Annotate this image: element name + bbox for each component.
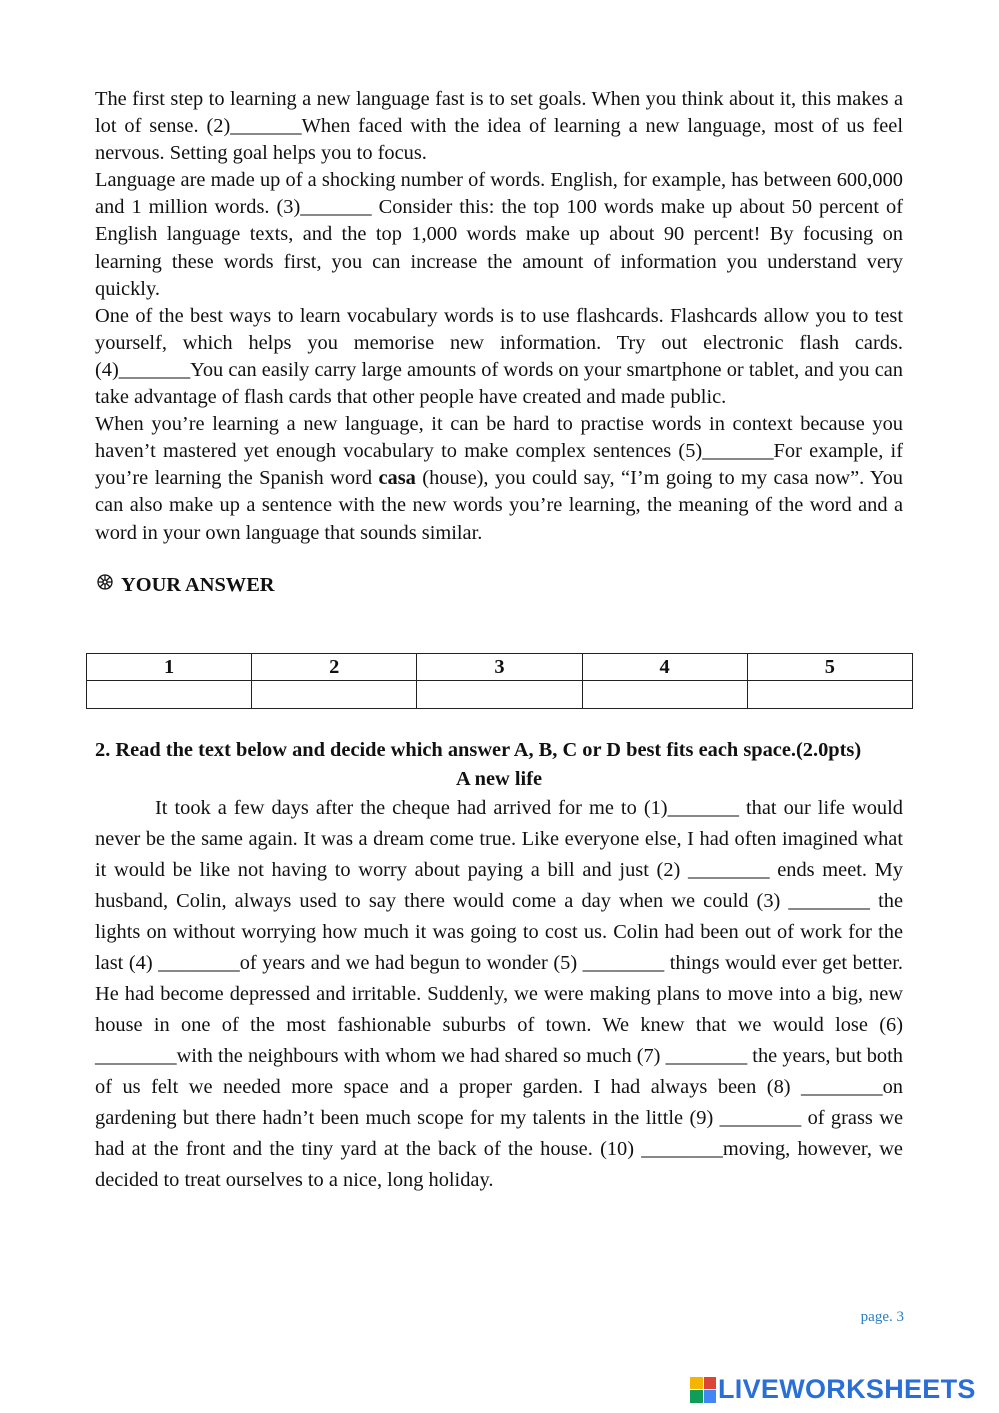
story-text: It took a few days after the cheque had arrived for me to (1)_______ that our life would never be the same again. It was a dream come true. Like everyone else, I had often imagined what it would be like not having to worry about paying a bill and just (2) ________ ends meet. My husband, Colin, always used to say there would come a day when we could (3) ________ the lights on without worrying how much it was going to cost us. Colin had been out of work for the last (4) ________of years and we had begun to wonder (5) ________ things would ever get better. He had become depressed and irritable. Suddenly, we were making plans to move into a big, new house in one of the most fashionable suburbs of town. We knew that we would lose (6) ________with the neighbours with whom we had shared so much (7) ________ the years, but both of us felt we needed more space and a proper garden. I had always been (8) ________on gardening but there hadn’t been much scope for my talents in the little (9) ________ of grass we had at the front and the tiny yard at the back of the house. (10) ________moving, however, we decided to treat ourselves to a nice, long holiday. (95, 797, 903, 1191)
paragraph-3: One of the best ways to learn vocabulary words is to use flashcards. Flashcards allow you to test yourself, which helps you memorise new information. Try out electronic flash cards. (4)_______You can easily carry large amounts of words on your smartphone or tablet, and you can take advantage of flash cards that other people have created and made public. (95, 304, 903, 409)
answer-input-row (87, 681, 913, 709)
reading-passage (95, 86, 903, 599)
answer-cell-2[interactable] (252, 681, 417, 709)
answer-cell-5[interactable] (747, 681, 912, 709)
answer-col-4: 4 (582, 654, 747, 681)
question-2-title: 2. Read the text below and decide which answer A, B, C or D best fits each space.(2.0pts) (95, 739, 862, 761)
answer-header-row (87, 654, 913, 681)
liveworksheets-logo-icon (690, 1377, 716, 1403)
answer-col-5: 5 (747, 654, 912, 681)
answer-col-3: 3 (417, 654, 582, 681)
answer-cell-1[interactable] (87, 681, 252, 709)
story-title: A new life (455, 768, 543, 790)
liveworksheets-logo[interactable] (690, 1374, 976, 1405)
answer-cell-3[interactable] (417, 681, 582, 709)
answer-heading-label: YOUR ANSWER (121, 574, 275, 597)
paragraph-4 (95, 411, 903, 546)
bold-word-casa: casa (378, 467, 416, 490)
cloze-section (95, 737, 903, 1196)
paragraph-4-text-start: When you’re learning a new language, it can be hard to practise words in context because you haven’t mastered yet enough vocabulary to make complex sentences (5)_______For example, if you’re learning the Spanish word (95, 413, 903, 490)
answer-heading (95, 572, 903, 599)
page-number: page. 3 (860, 1309, 904, 1325)
liveworksheets-logo-text: LIVEWORKSHEETS (718, 1374, 976, 1404)
paragraph-2: Language are made up of a shocking number of words. English, for example, has between 600,000 and 1 million words. (3)_______ Consider this: the top 100 words make up about 50 percent of English language texts, and the top 1,000 words make up about 90 percent! By focusing on learning these words first, you can increase the amount of information you understand very quickly. (95, 169, 903, 300)
paragraph-1: The first step to learning a new language fast is to set goals. When you think about it, this makes a lot of sense. (2)_______When faced with the idea of learning a new language, most of us feel nervous. Setting goal helps you to focus. (95, 88, 903, 165)
answer-table (86, 653, 913, 709)
paragraph-4-text-end: (house), you could say, “I’m going to my casa now”. You can also make up a sentence with the new words you’re learning, the meaning of the word and a word in your own language that sounds similar. (95, 467, 903, 544)
answer-col-1: 1 (87, 654, 252, 681)
answer-col-2: 2 (252, 654, 417, 681)
spiral-icon (95, 572, 115, 599)
answer-cell-4[interactable] (582, 681, 747, 709)
